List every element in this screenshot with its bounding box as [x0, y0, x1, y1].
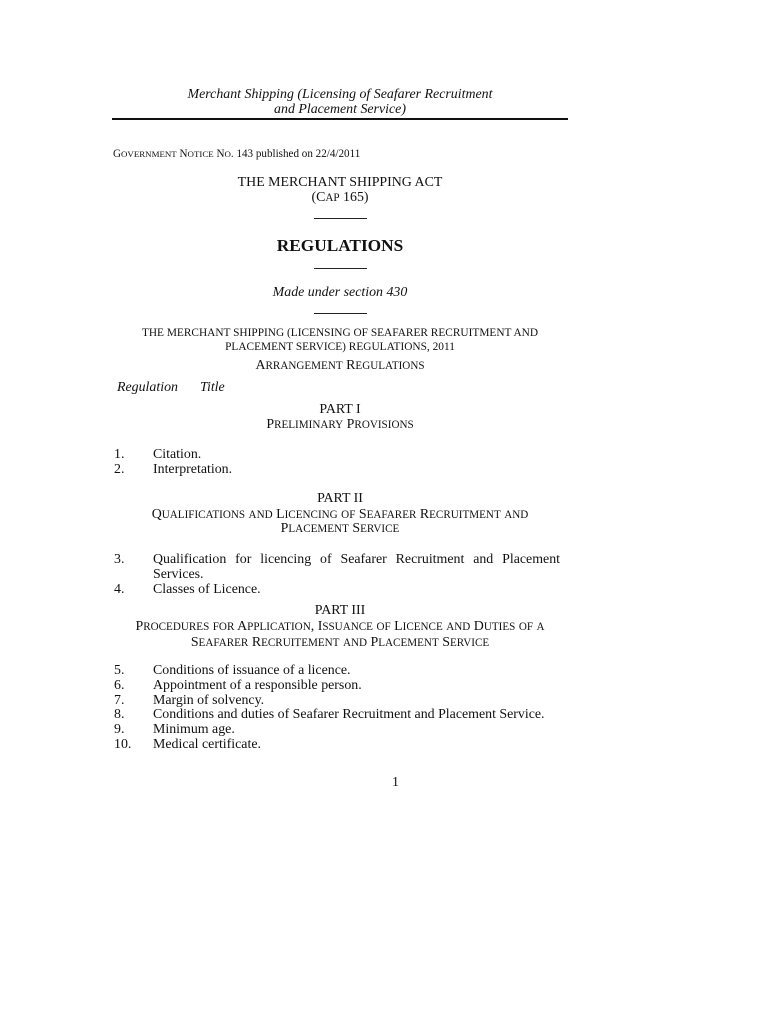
part-label: PART II [317, 491, 363, 506]
small-cap-letters: EAFARER [198, 637, 249, 649]
regulation-list [112, 664, 560, 753]
regulation-title: Medical certificate. [153, 736, 261, 752]
act-chapter: (CAP 165) [311, 190, 369, 205]
regulation-title: Appointment of a responsible person. [153, 677, 362, 693]
small-cap-letters: EAFARER [366, 509, 417, 521]
regulation-item [112, 694, 560, 709]
column-header-title: Title [200, 380, 225, 395]
small-cap-letters: ERVICE [449, 637, 490, 649]
small-cap-letters: SSUANCE [322, 621, 373, 633]
regulation-title: Qualification for licencing of Seafarer Recruitment and Placement Services. [153, 552, 560, 582]
small-cap-letters: LACEMENT [288, 523, 349, 535]
separator-line [314, 218, 367, 219]
small-cap-letters: ICENCING [284, 509, 338, 521]
regulation-number: 9. [114, 722, 125, 738]
long-title-line-2: PLACEMENT SERVICE) REGULATIONS, 2011 [225, 341, 455, 353]
act-title: THE MERCHANT SHIPPING ACT [237, 175, 443, 190]
regulation-title: Citation. [153, 447, 202, 462]
regulation-list [112, 447, 560, 477]
part-title-line: PLACEMENT SERVICE [280, 521, 400, 536]
small-cap-letters: A [536, 621, 545, 633]
regulation-number: 5. [114, 663, 125, 678]
separator-line [314, 313, 367, 314]
regulation-item [112, 723, 560, 738]
regulation-item [112, 679, 560, 694]
small-cap-letters: OF [518, 621, 534, 633]
part-title-line: PRELIMINARY PROVISIONS [266, 417, 414, 432]
regulation-item [112, 664, 560, 679]
act-title-block [112, 175, 568, 206]
small-cap-letters: RELIMINARY [274, 419, 344, 431]
long-title-line-1: THE MERCHANT SHIPPING (LICENSING OF SEAFARER RECRUITMENT AND [141, 327, 539, 339]
regulation-number: 6. [114, 677, 125, 693]
small-cap-letters: RRANGEMENT [265, 360, 343, 372]
part-title [112, 619, 568, 651]
small-cap-letters: AND [342, 637, 368, 649]
small-cap-letters: AND [504, 509, 529, 521]
regulation-list [112, 552, 560, 597]
regulation-number: 10. [114, 736, 132, 752]
small-cap-letters: ECRUITMENT [429, 509, 501, 521]
regulation-title: Conditions of issuance of a licence. [153, 663, 351, 678]
header-rule [112, 118, 568, 120]
page-number: 1 [392, 775, 399, 790]
regulation-item [112, 738, 560, 753]
regulation-number: 7. [114, 692, 125, 708]
small-cap-letters: O [224, 149, 231, 159]
regulation-number: 4. [114, 582, 125, 597]
regulation-item [112, 552, 560, 582]
part-title-line: SEAFARER RECRUITEMENT AND PLACEMENT SERVICE [190, 635, 490, 650]
small-cap-letters: ICENCE [402, 621, 443, 633]
regulation-number: 2. [114, 462, 125, 477]
regulation-number: 8. [114, 707, 125, 723]
part-title [112, 508, 568, 536]
regulation-title: Minimum age. [153, 722, 235, 738]
regulation-item [112, 708, 560, 723]
small-cap-letters: OF [376, 621, 391, 633]
regulations-heading: REGULATIONS [276, 236, 404, 255]
government-notice: GOVERNMENT NOTICE NO. 143 published on 22/4/2011 [113, 148, 361, 160]
small-cap-letters: ERVICE [360, 523, 400, 535]
regulation-item [112, 447, 560, 462]
part-title-line: PROCEDURES FOR APPLICATION, ISSUANCE OF LICENCE AND DUTIES OF A [135, 619, 545, 634]
small-cap-letters: AP [325, 192, 340, 204]
small-cap-letters: AND [248, 509, 273, 521]
small-cap-letters: EGULATIONS [355, 360, 425, 372]
small-cap-letters: PPLICATION [247, 621, 311, 633]
regulation-number: 1. [114, 447, 125, 462]
separator-line [314, 268, 367, 269]
running-header-line-2: and Placement Service) [274, 102, 406, 117]
regulations-long-title [112, 326, 568, 354]
small-cap-letters: ROCEDURES [143, 621, 210, 633]
small-cap-letters: UALIFICATIONS [161, 509, 246, 521]
arrangement-heading: ARRANGEMENT REGULATIONS [255, 358, 425, 373]
small-cap-letters: OF [341, 509, 356, 521]
part-title-line: QUALIFICATIONS AND LICENCING OF SEAFARER RECRUITMENT AND [151, 507, 529, 522]
small-cap-letters: LACEMENT [378, 637, 439, 649]
small-cap-letters: ROVISIONS [354, 419, 414, 431]
regulation-title: Conditions and duties of Seafarer Recruitment and Placement Service. [153, 707, 545, 723]
small-cap-letters: ECRUITEMENT [261, 637, 340, 649]
part-label: PART I [319, 402, 361, 417]
small-cap-letters: OVERNMENT [121, 149, 177, 159]
regulation-title: Classes of Licence. [153, 582, 261, 597]
made-under-section: Made under section 430 [272, 285, 408, 300]
running-header [112, 87, 568, 117]
column-header-regulation: Regulation [117, 380, 178, 395]
regulation-title: Interpretation. [153, 462, 233, 477]
small-cap-letters: UTIES [483, 621, 516, 633]
part-label: PART III [314, 603, 366, 618]
small-cap-letters: OTICE [187, 149, 214, 159]
regulation-title: Margin of solvency. [153, 692, 265, 708]
regulation-item [112, 582, 560, 597]
part-title [112, 417, 568, 433]
running-header-line-1: Merchant Shipping (Licensing of Seafarer Recruitment [187, 87, 493, 102]
regulation-item [112, 462, 560, 477]
small-cap-letters: AND [446, 621, 471, 633]
small-cap-letters: FOR [212, 621, 235, 633]
regulation-number: 3. [114, 552, 125, 567]
